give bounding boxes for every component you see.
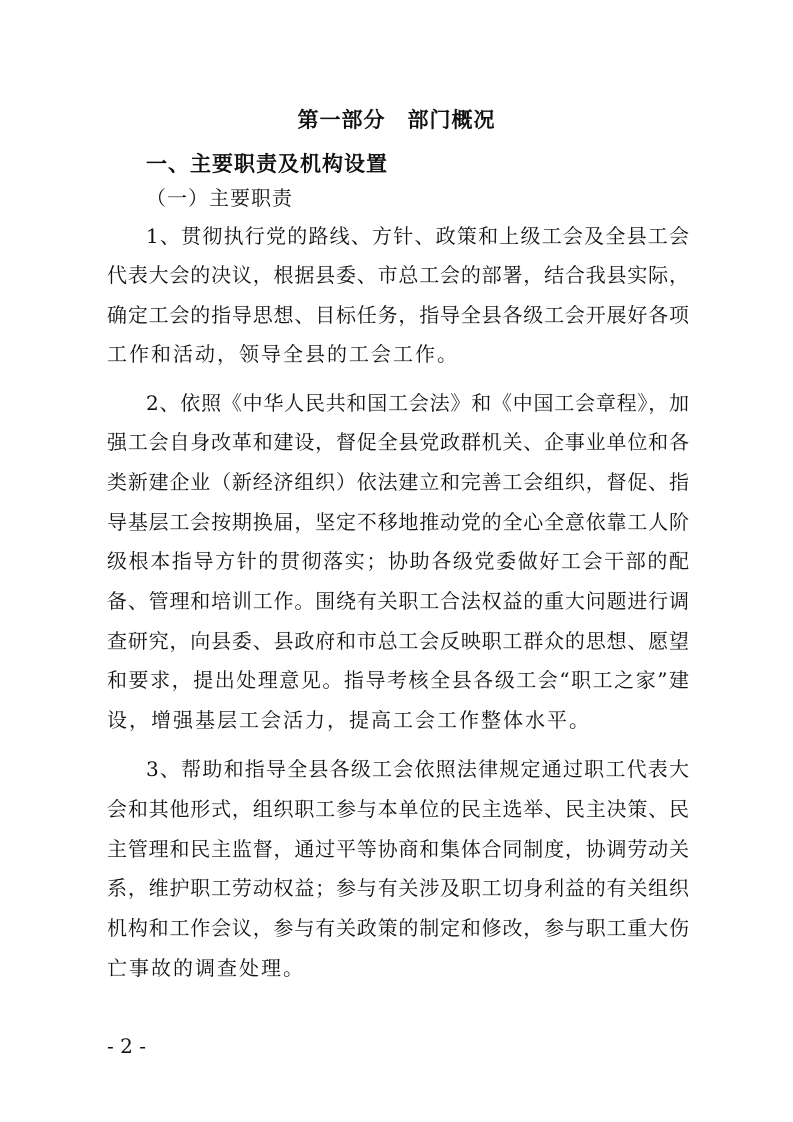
section-heading: 一、主要职责及机构设置 xyxy=(146,152,388,176)
paragraph-3-line: 会和其他形式，组织职工参与本单位的民主选举、民主决策、民 xyxy=(107,797,689,821)
paragraph-3-line: 亡事故的调查处理。 xyxy=(107,956,305,980)
paragraph-2-line: 备、管理和培训工作。围绕有关职工合法权益的重大问题进行调 xyxy=(107,589,689,613)
page-number: - 2 - xyxy=(107,1034,146,1058)
paragraph-2-line: 导基层工会按期换届，坚定不移地推动党的全心全意依靠工人阶 xyxy=(107,510,689,534)
paragraph-3-line: 主管理和民主监督，通过平等协商和集体合同制度，协调劳动关 xyxy=(107,837,689,861)
paragraph-3-line: 系，维护职工劳动权益；参与有关涉及职工切身利益的有关组织 xyxy=(107,876,689,900)
paragraph-3-line: 机构和工作会议，参与有关政策的制定和修改，参与职工重大伤 xyxy=(107,916,689,940)
paragraph-1-line: 1、贯彻执行党的路线、方针、政策和上级工会及全县工会 xyxy=(146,224,689,248)
paragraph-1-line: 工作和活动，领导全县的工会工作。 xyxy=(107,342,459,366)
paragraph-2-line: 类新建企业（新经济组织）依法建立和完善工会组织，督促、指 xyxy=(107,470,689,494)
page-title: 第一部分 部门概况 xyxy=(297,108,496,132)
paragraph-2-line: 级根本指导方针的贯彻落实；协助各级党委做好工会干部的配 xyxy=(107,549,689,573)
paragraph-1-line: 代表大会的决议，根据县委、市总工会的部署，结合我县实际， xyxy=(107,263,689,287)
paragraph-2-line: 强工会自身改革和建设，督促全县党政群机关、企事业单位和各 xyxy=(107,430,689,454)
paragraph-2-line: 查研究，向县委、县政府和市总工会反映职工群众的思想、愿望 xyxy=(107,629,689,653)
paragraph-3-line: 3、帮助和指导全县各级工会依照法律规定通过职工代表大 xyxy=(146,757,689,781)
paragraph-2-line: 设，增强基层工会活力，提高工会工作整体水平。 xyxy=(107,708,591,732)
paragraph-2-line: 2、依照《中华人民共和国工会法》和《中国工会章程》，加 xyxy=(146,391,689,415)
paragraph-2-line: 和要求，提出处理意见。指导考核全县各级工会“职工之家”建 xyxy=(107,668,689,692)
paragraph-1-line: 确定工会的指导思想、目标任务，指导全县各级工会开展好各项 xyxy=(107,303,689,327)
subsection-heading: （一）主要职责 xyxy=(146,186,293,210)
